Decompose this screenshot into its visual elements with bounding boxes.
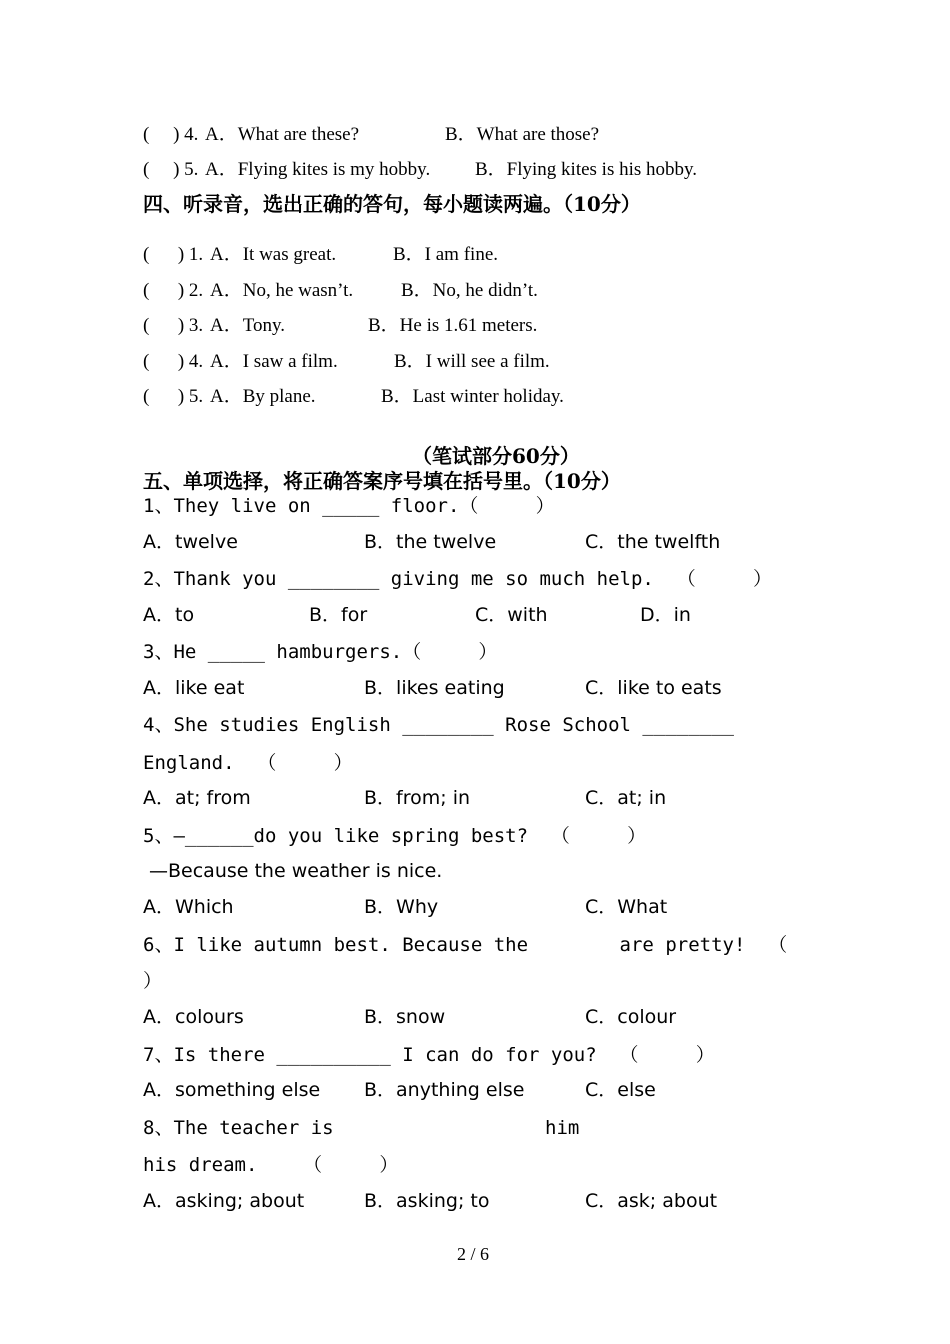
q4-1-option-a: A．It was great.: [210, 244, 337, 265]
q5-1-option-b: B．the twelve: [364, 531, 497, 553]
q3-4-option-b: B．What are those?: [445, 124, 600, 145]
q5-3-option-a: A．like eat: [143, 677, 245, 699]
q5-5-option-a: A．Which: [143, 896, 234, 918]
q3-4-option-a: A．What are these?: [205, 124, 360, 145]
q5-7-option-a: A．something else: [143, 1079, 321, 1101]
q5-7-option-b: B．anything else: [364, 1079, 525, 1101]
q5-6-option-b: B．snow: [364, 1006, 446, 1028]
q5-1-stem: 1、They live on _____ floor.（ ）: [143, 495, 555, 517]
q5-1-option-c: C．the twelfth: [585, 531, 721, 553]
q3-5-paren: ( ) 5.: [143, 159, 199, 180]
q5-4-option-a: A．at; from: [143, 787, 251, 809]
q5-2-option-a: A．to: [143, 604, 195, 626]
q4-4-option-b: B．I will see a film.: [394, 351, 550, 372]
q4-3-option-a: A．Tony.: [210, 315, 286, 336]
q5-2-option-c: C．with: [475, 604, 548, 626]
q5-6-stem-line2: ）: [143, 970, 163, 992]
q3-5-option-a: A．Flying kites is my hobby.: [205, 159, 431, 180]
written-part-title: （笔试部分60分）: [412, 444, 580, 468]
q4-3-option-b: B．He is 1.61 meters.: [368, 315, 538, 336]
q5-3-option-c: C．like to eats: [585, 677, 722, 699]
q3-5-option-b: B．Flying kites is his hobby.: [475, 159, 698, 180]
q5-8-option-b: B．asking; to: [364, 1190, 490, 1212]
q4-5-paren: ( ) 5.: [143, 386, 204, 407]
q5-8-stem-line1: 8、The teacher is: [143, 1117, 334, 1139]
q4-2-option-a: A．No, he wasn’t.: [210, 280, 354, 301]
q5-6-option-c: C．colour: [585, 1006, 677, 1028]
q5-8-option-c: C．ask; about: [585, 1190, 718, 1212]
q5-8-stem-line2: his dream. （ ）: [143, 1154, 399, 1176]
q5-6-option-a: A．colours: [143, 1006, 244, 1028]
q5-2-option-b: B．for: [309, 604, 368, 626]
q5-5-option-b: B．Why: [364, 896, 439, 918]
q5-7-option-c: C．else: [585, 1079, 656, 1101]
q5-5-stem: 5、—______do you like spring best? （ ）: [143, 825, 647, 847]
q5-5-answer-line: —Because the weather is nice.: [149, 860, 443, 882]
q4-5-option-a: A．By plane.: [210, 386, 316, 407]
q5-8-option-a: A．asking; about: [143, 1190, 305, 1212]
q4-3-paren: ( ) 3.: [143, 315, 204, 336]
q5-6-stem-line1: 6、I like autumn best. Because the are pretty! （: [143, 934, 788, 956]
q4-4-paren: ( ) 4.: [143, 351, 204, 372]
q4-2-paren: ( ) 2.: [143, 280, 204, 301]
q5-8-stem-line1-him: him: [545, 1117, 580, 1139]
q5-4-option-b: B．from; in: [364, 787, 471, 809]
q4-4-option-a: A．I saw a film.: [210, 351, 338, 372]
q5-3-option-b: B．likes eating: [364, 677, 505, 699]
q4-2-option-b: B．No, he didn’t.: [401, 280, 538, 301]
q5-1-option-a: A．twelve: [143, 531, 238, 553]
q5-2-option-d: D．in: [640, 604, 691, 626]
q5-4-stem-line1: 4、She studies English ________ Rose School ________: [143, 714, 734, 736]
q3-4-paren: ( ) 4.: [143, 124, 199, 145]
q5-4-stem-line2: England. （ ）: [143, 752, 353, 774]
q5-2-stem: 2、Thank you ________ giving me so much help. （ ）: [143, 568, 772, 590]
q4-5-option-b: B．Last winter holiday.: [381, 386, 564, 407]
section-5-heading: 五、单项选择，将正确答案序号填在括号里。（10分）: [143, 469, 621, 493]
q5-4-option-c: C．at; in: [585, 787, 667, 809]
page-number: 2 / 6: [457, 1244, 490, 1264]
q5-3-stem: 3、He _____ hamburgers.（ ）: [143, 641, 498, 663]
q4-1-option-b: B．I am fine.: [393, 244, 499, 265]
q5-5-option-c: C．What: [585, 896, 668, 918]
q4-1-paren: ( ) 1.: [143, 244, 204, 265]
section-4-heading: 四、听录音，选出正确的答句，每小题读两遍。（10分）: [143, 192, 641, 216]
q5-7-stem: 7、Is there __________ I can do for you? （ ）: [143, 1044, 715, 1066]
